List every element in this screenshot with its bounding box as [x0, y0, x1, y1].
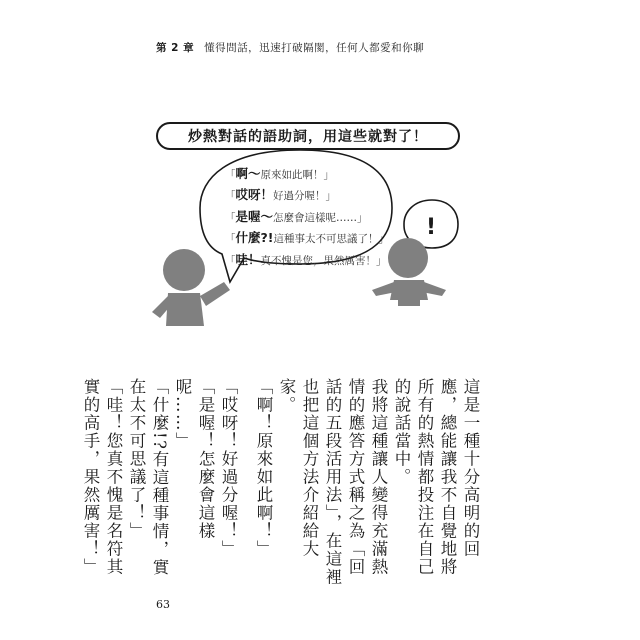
body-paragraph: 這是一種十分高明的回應，總能讓我不自覺地將所有的熱情都投注在自己的說話當中。: [392, 378, 480, 576]
section-title: 炒熱對話的語助詞，用這些就對了！: [188, 129, 428, 145]
bubble-line: 「啊〜原來如此啊！」: [225, 166, 335, 181]
quote-line: 「啊！原來如此啊！」: [254, 378, 273, 558]
bubble-line: 「什麼?!這種事太不可思議了！」: [225, 230, 389, 246]
quote-line: 「是喔！怎麼會這樣呢……」: [173, 378, 215, 540]
bubble-line: 「哎呀！好過分喔！」: [225, 187, 337, 203]
chapter-label: 第 2 章: [156, 42, 195, 54]
bubble-line: 「是喔〜怎麼會這樣呢……」: [225, 208, 368, 224]
bubble-phrase-list: [225, 164, 389, 271]
bubble-line: 「哇！真不愧是您，果然厲害！」: [225, 251, 387, 267]
quote-line: 「哇！您真不愧是名符其實的高手，果然厲害！」: [81, 378, 123, 576]
body-paragraph: 我將這種讓人變得充滿熱情的應答方式稱之為「回話的五段活用法」，在這裡也把這個方法介紹給大家。: [277, 378, 388, 586]
exclaim-mark: !: [425, 215, 437, 240]
quote-line: 「什麼!?有這種事情，實在太不可思議了！」: [127, 378, 169, 577]
page-number: 63: [156, 598, 170, 611]
quote-line: 「哎呀！好過分喔！」: [219, 378, 238, 558]
chapter-title: 懂得問話，迅速打破隔閡，任何人都愛和你聊: [204, 42, 425, 54]
left-person-figure: [152, 249, 230, 326]
vertical-body-text: [81, 378, 482, 588]
